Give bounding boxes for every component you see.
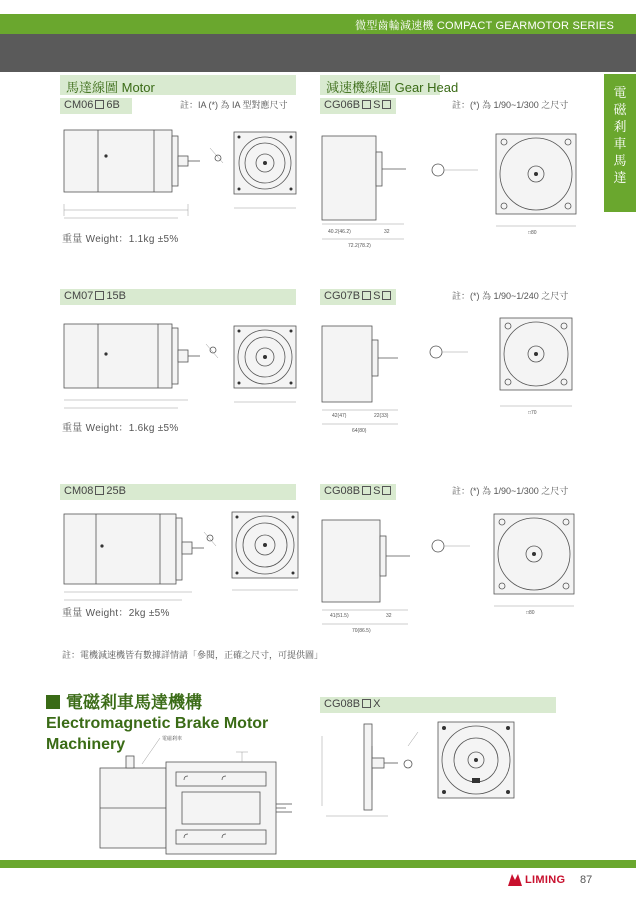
dim-right: 22(33)	[374, 413, 389, 419]
motor-model-label	[60, 289, 296, 305]
model-prefix: CM08	[64, 485, 94, 497]
brake-callout-label: 電磁剎車	[162, 736, 183, 742]
gearhead-model-label	[320, 98, 396, 114]
model-prefix: CM07	[64, 290, 94, 302]
model-mid: S	[373, 99, 381, 111]
brand-name: LIMING	[525, 874, 566, 886]
motor-weight: 重量 Weight：1.6kg ±5%	[62, 423, 179, 434]
gearhead-model-label	[320, 289, 396, 305]
gearhead-heading: 減速機線圖 Gear Head	[320, 75, 440, 95]
brake-title-en-line1: Electromagnetic Brake Motor	[46, 715, 269, 732]
liming-logo-icon	[508, 874, 522, 886]
motor-weight: 重量 Weight：2kg ±5%	[62, 608, 170, 619]
dim-square: □80	[528, 230, 537, 236]
brake-motor-cross-section	[96, 736, 296, 860]
gearhead-note: 註：(*) 為 1/90~1/300 之尺寸	[452, 486, 569, 496]
side-tab-char: 達	[613, 170, 627, 185]
gearhead-drawing-cg08b-x	[318, 716, 578, 826]
gearhead-drawing-cg07b	[318, 306, 578, 436]
model-placeholder-box	[362, 486, 371, 495]
motor-drawing-cm07	[58, 314, 298, 418]
header-band	[0, 34, 636, 72]
side-tab-char: 馬	[613, 153, 627, 168]
dim-right: 32	[386, 613, 392, 619]
side-tab-char: 電	[613, 85, 627, 100]
side-tab-char: 磁	[613, 102, 627, 117]
model-placeholder-box	[382, 291, 391, 300]
series-title: 微型齒輪減速機 COMPACT GEARMOTOR SERIES	[355, 20, 614, 32]
model-placeholder-box	[382, 100, 391, 109]
dim-square: □70	[528, 410, 537, 416]
dim-bottom: 72.2(78.2)	[348, 243, 371, 249]
gearhead-note: 註：(*) 為 1/90~1/240 之尺寸	[452, 291, 569, 301]
model-placeholder-box	[95, 486, 104, 495]
motor-heading: 馬達線圖 Motor	[60, 75, 296, 95]
footer-bar	[0, 860, 636, 868]
model-placeholder-box	[362, 100, 371, 109]
gearhead-drawing-cg08b	[318, 502, 578, 634]
header-bar	[0, 14, 636, 34]
gearhead-drawing-cg06b	[318, 114, 578, 250]
motor-drawing-cm06	[58, 118, 298, 228]
gearhead-note: 註：(*) 為 1/90~1/300 之尺寸	[452, 100, 569, 110]
gearhead-extra-model-label	[320, 697, 556, 713]
model-placeholder-box	[95, 291, 104, 300]
motor-model-label	[60, 98, 132, 114]
model-placeholder-box	[382, 486, 391, 495]
dim-left: 42(47)	[332, 413, 347, 419]
motor-model-label	[60, 484, 296, 500]
model-prefix: CG07B	[324, 290, 361, 302]
model-prefix: CM06	[64, 99, 94, 111]
motor-note: 註：IA (*) 為 IA 型對應尺寸	[180, 100, 288, 110]
dim-right: 32	[384, 229, 390, 235]
model-prefix: CG08B	[324, 698, 361, 710]
model-suffix: 15B	[106, 290, 126, 302]
model-mid: S	[373, 290, 381, 302]
page-number: 87	[580, 874, 593, 886]
side-category-tab[interactable]	[604, 74, 636, 212]
model-mid: S	[373, 485, 381, 497]
dim-bottom: 70(86.5)	[352, 628, 371, 634]
brand-logo[interactable]	[508, 874, 565, 886]
dim-square: □80	[526, 610, 535, 616]
side-tab-char: 剎	[613, 119, 627, 134]
gearhead-model-label	[320, 484, 396, 500]
model-prefix: CG08B	[324, 485, 361, 497]
dim-bottom: 64(80)	[352, 428, 367, 434]
page-footnote: 註：電機減速機皆有數據詳情請「參閱，正確之尺寸，可提供圖」	[62, 650, 324, 660]
model-placeholder-box	[95, 100, 104, 109]
model-placeholder-box	[362, 699, 371, 708]
model-suffix: 6B	[106, 99, 120, 111]
title-square-icon	[46, 695, 60, 709]
motor-drawing-cm08	[58, 508, 298, 608]
model-prefix: CG06B	[324, 99, 361, 111]
dim-left: 40.2(46.2)	[328, 229, 351, 235]
dim-left: 41(51.5)	[330, 613, 349, 619]
motor-weight: 重量 Weight：1.1kg ±5%	[62, 234, 179, 245]
side-tab-char: 車	[613, 136, 627, 151]
brake-title-en-line2: Machinery	[46, 736, 126, 753]
model-placeholder-box	[362, 291, 371, 300]
brake-title-zh: 電磁剎車馬達機構	[46, 688, 268, 713]
model-suffix: X	[373, 698, 381, 710]
model-suffix: 25B	[106, 485, 126, 497]
